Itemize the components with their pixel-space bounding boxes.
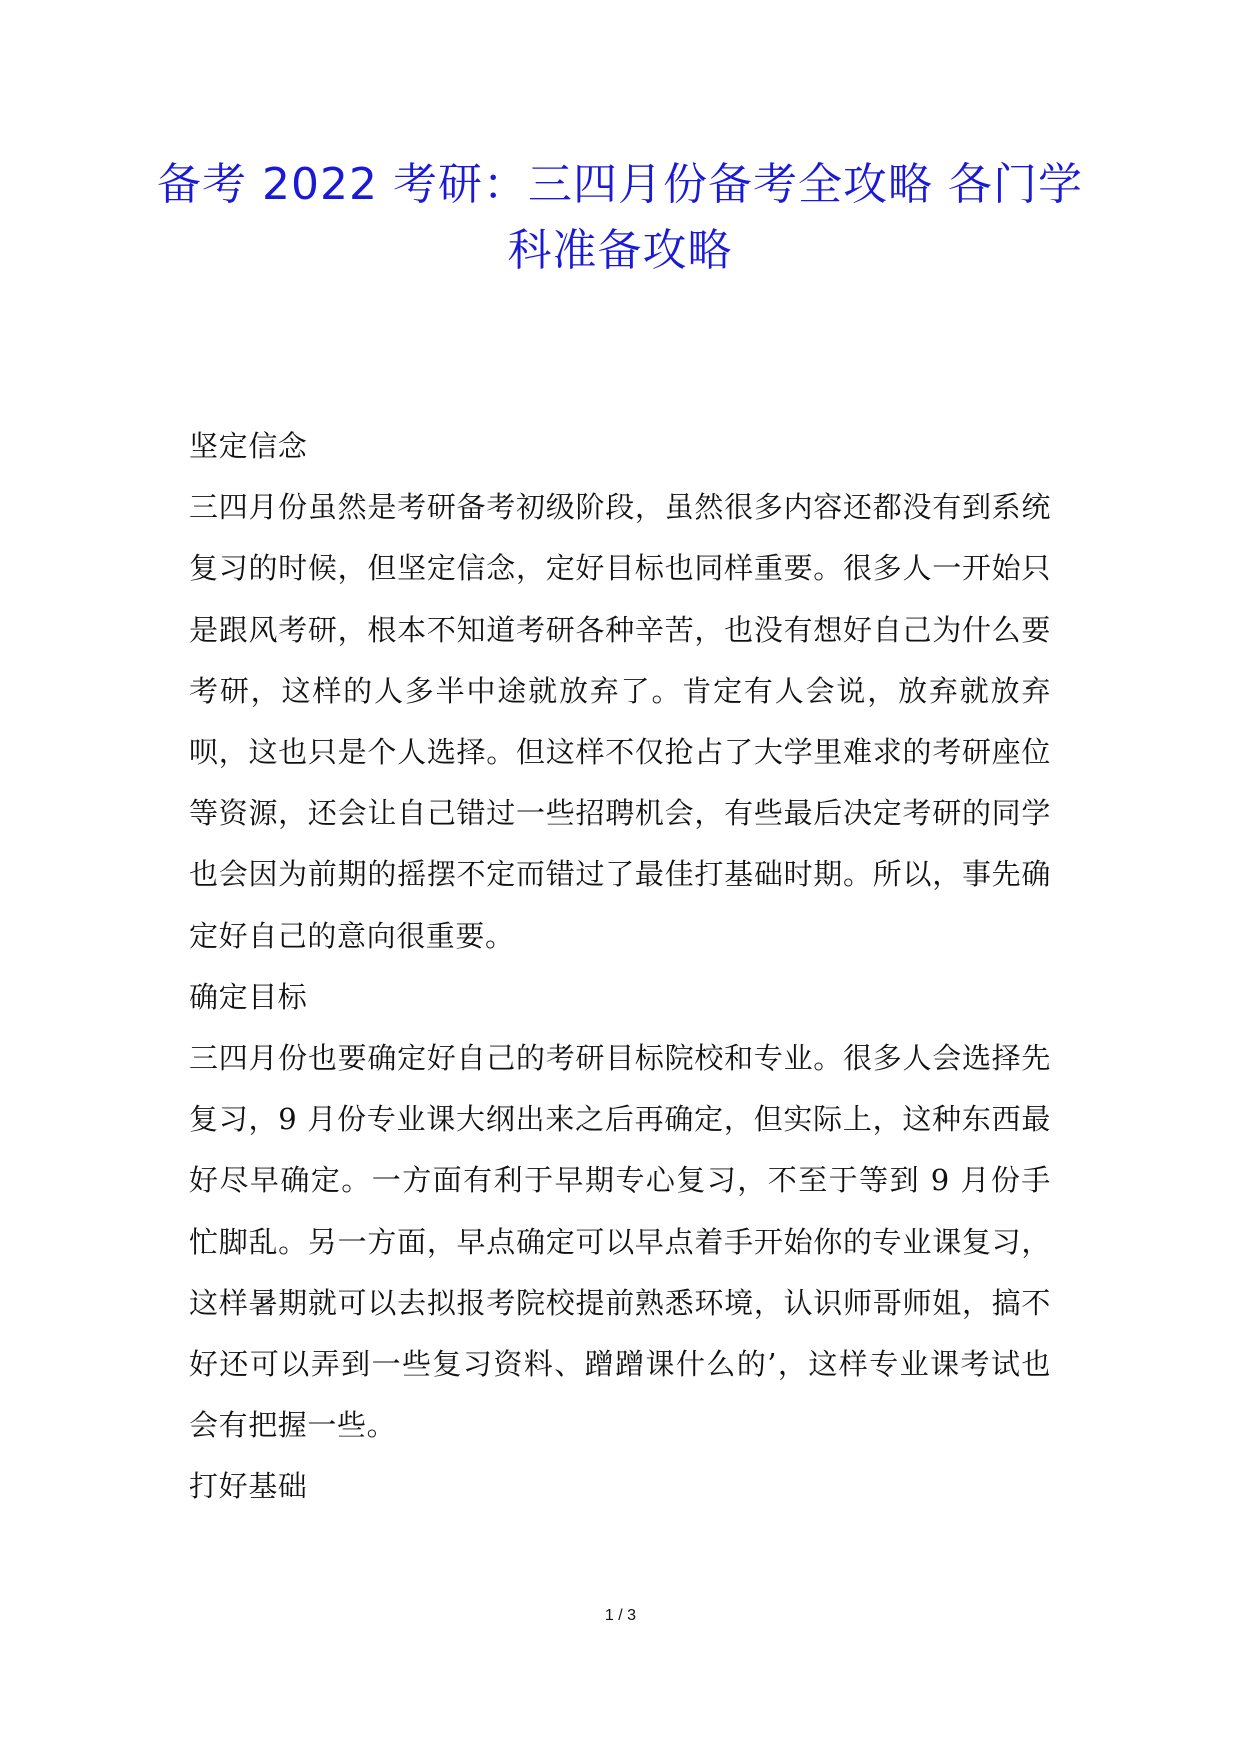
section-heading: 确定目标	[189, 979, 308, 1014]
paragraph: 三四月份虽然是考研备考初级阶段，虽然很多内容还都没有到系统复习的时候，但坚定信念，定好目标也同样重要。很多人一开始只是跟风考研，根本不知道考研各种辛苦，也没有想好自己为什么要考研，这样的人多半中途就放弃了。肯定有人会说，放弃就放弃呗，这也只是个人选择。但这样不仅抢占了大学里难求的考研座位等资源，还会让自己错过一些招聘机会，有些最后决定考研的同学也会因为前期的摇摆不定而错过了最佳打基础时期。所以，事先确定好自己的意向很重要。	[189, 490, 1051, 953]
section-heading: 坚定信念	[189, 429, 308, 463]
page-number: 1 / 3	[604, 1607, 637, 1624]
paragraph: 三四月份也要确定好自己的考研目标院校和专业。很多人会选择先复习，9 月份专业课大纲出来之后再确定，但实际上，这种东西最好尽早确定。一方面有利于早期专心复习，不至于等到 9 月份手忙脚乱。另一方面，早点确定可以早点着手开始你的专业课复习，这样暑期就可以去拟报考院校提前熟悉环境，认识师哥师姐，搞不好还可以弄到一些复习资料、蹭蹭课什么的’，这样专业课考试也会有把握一些。	[189, 1041, 1051, 1443]
document-title: 备考 2022 考研：三四月份备考全攻略 各门学科准备攻略	[157, 159, 1083, 276]
section-heading: 打好基础	[189, 1469, 308, 1504]
document-body	[189, 416, 1051, 1518]
